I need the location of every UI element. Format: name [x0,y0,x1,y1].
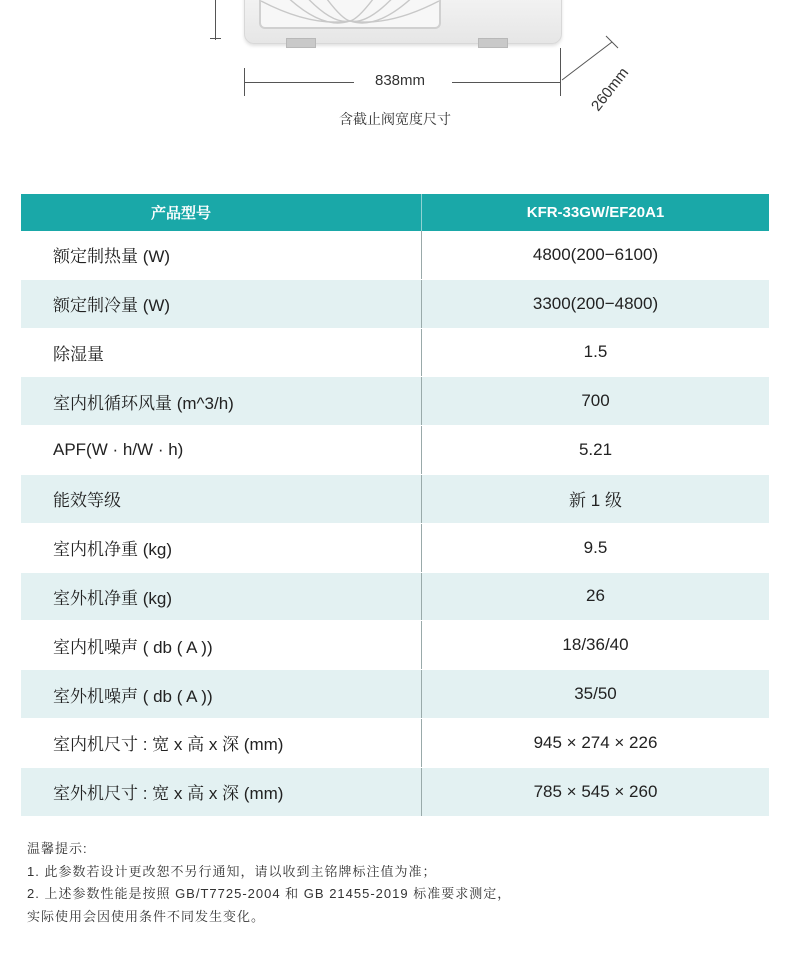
notes-line: 实际使用会因使用条件不同发生变化。 [27,908,266,924]
table-row [21,572,769,621]
row-label: 室外机尺寸 : 宽 x 高 x 深 (mm) [21,767,422,816]
notes-line: 1. 此参数若设计更改恕不另行通知，请以收到主铭牌标注值为准； [27,863,437,879]
row-value: 26 [422,572,770,621]
header-model-value: KFR-33GW/EF20A1 [422,194,770,231]
row-value: 新 1 级 [422,474,770,523]
table-row [21,426,769,475]
width-dimension-line-left [244,82,354,83]
row-label: 室内机循环风量 (m^3/h) [21,377,422,426]
table-row [21,279,769,328]
spec-table-header [21,194,769,231]
row-value: 5.21 [422,426,770,475]
depth-label: 260mm [588,64,633,115]
notes-line: 2. 上述参数性能是按照 GB/T7725-2004 和 GB 21455-2019 标准要求测定， [27,886,512,901]
row-value: 785 × 545 × 260 [422,767,770,816]
row-label: 额定制热量 (W) [21,231,422,279]
table-row [21,474,769,523]
row-label: APF(W · h/W · h) [21,426,422,475]
height-dimension-line [215,0,216,40]
dimension-drawing [0,0,790,140]
unit-foot-left [286,38,316,48]
dimension-caption: 含截止阀宽度尺寸 [339,111,451,127]
row-label: 能效等级 [21,474,422,523]
table-row [21,328,769,377]
row-value: 4800(200−6100) [422,231,770,279]
row-value: 700 [422,377,770,426]
row-label: 额定制冷量 (W) [21,279,422,328]
table-row [21,523,769,572]
row-label: 除湿量 [21,328,422,377]
row-value: 9.5 [422,523,770,572]
spec-table [21,194,769,817]
table-row [21,377,769,426]
row-label: 室外机净重 (kg) [21,572,422,621]
table-row [21,231,769,279]
fan-grille-icon [259,0,441,29]
table-row [21,621,769,670]
row-value: 945 × 274 × 226 [422,718,770,767]
row-value: 3300(200−4800) [422,279,770,328]
width-label: 838mm [374,72,426,89]
notes [27,838,511,928]
unit-foot-right [478,38,508,48]
height-dimension-tick [210,38,221,39]
table-row [21,718,769,767]
table-row [21,767,769,816]
header-model-label: 产品型号 [21,194,422,231]
row-value: 1.5 [422,328,770,377]
row-value: 18/36/40 [422,621,770,670]
row-label: 室外机噪声 ( db ( A )) [21,670,422,719]
width-dimension-line-right [452,82,560,83]
row-label: 室内机净重 (kg) [21,523,422,572]
table-row [21,670,769,719]
row-value: 35/50 [422,670,770,719]
row-label: 室内机噪声 ( db ( A )) [21,621,422,670]
notes-title: 温馨提示: [27,841,88,856]
row-label: 室内机尺寸 : 宽 x 高 x 深 (mm) [21,718,422,767]
